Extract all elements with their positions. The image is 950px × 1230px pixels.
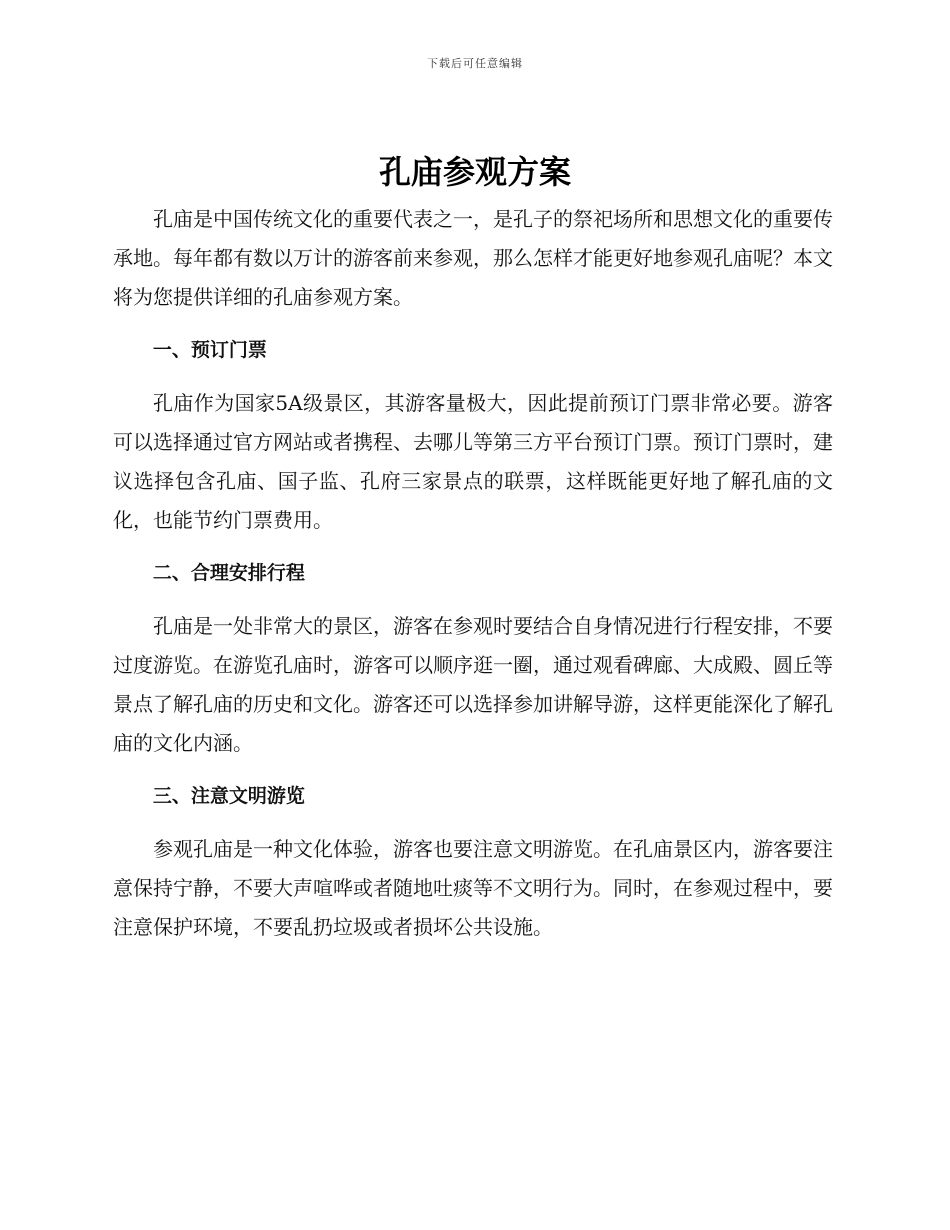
intro-paragraph: 孔庙是中国传统文化的重要代表之一，是孔子的祭祀场所和思想文化的重要传承地。每年都有数以万计的游客前来参观，那么怎样才能更好地参观孔庙呢？本文将为您提供详细的孔庙参观方案。 [113, 207, 833, 309]
header-note: 下载后可任意编辑 [427, 57, 523, 70]
section-body-etiquette: 参观孔庙是一种文化体验，游客也要注意文明游览。在孔庙景区内，游客要注意保持宁静，不要大声喧哗或者随地吐痰等不文明行为。同时，在参观过程中，要注意保护环境，不要乱扔垃圾或者损坏公共设施。 [113, 837, 833, 939]
section-heading-itinerary: 二、合理安排行程 [152, 562, 305, 584]
section-body-itinerary: 孔庙是一处非常大的景区，游客在参观时要结合自身情况进行行程安排，不要过度游览。在游览孔庙时，游客可以顺序逛一圈，通过观看碑廊、大成殿、圆丘等景点了解孔庙的历史和文化。游客还可以选择参加讲解导游，这样更能深化了解孔庙的文化内涵。 [113, 614, 833, 755]
section-heading-tickets: 一、预订门票 [152, 339, 267, 361]
section-heading-etiquette: 三、注意文明游览 [152, 785, 305, 807]
document-body [113, 200, 833, 947]
document-title: 孔庙参观方案 [378, 153, 571, 191]
section-body-tickets: 孔庙作为国家5A级景区，其游客量极大，因此提前预订门票非常必要。游客可以选择通过官方网站或者携程、去哪儿等第三方平台预订门票。预订门票时，建议选择包含孔庙、国子监、孔府三家景点的联票，这样既能更好地了解孔庙的文化，也能节约门票费用。 [113, 391, 833, 532]
